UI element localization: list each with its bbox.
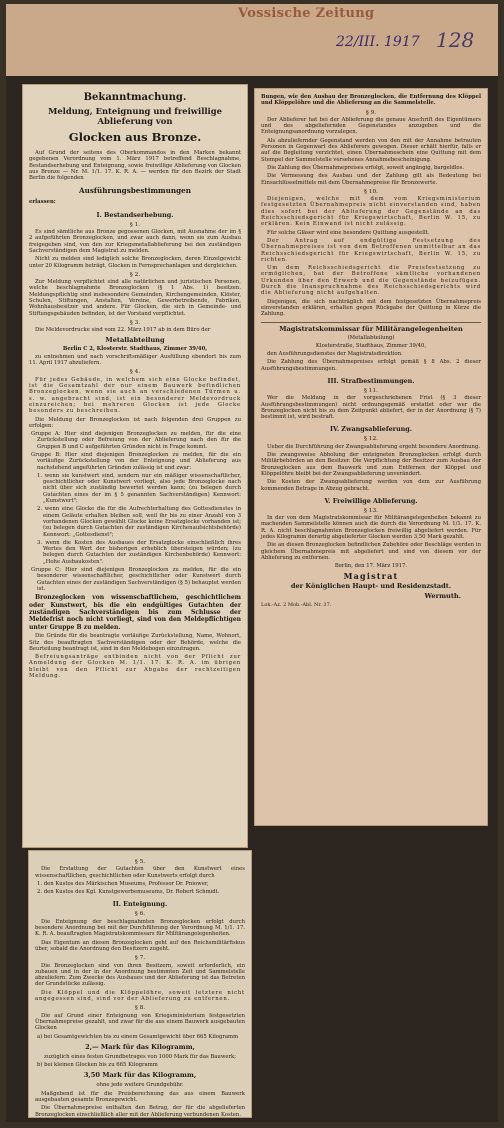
paragraph: Maßgebend ist für die Preisberechnung das aus einem Bauwerk ausgebauten gesamte Bronzegewicht. — [35, 1090, 245, 1104]
expert-item: 2. den Kustos des Kgl. Kunstgewerbemuseums, Dr. Robert Schmidt. — [37, 889, 220, 896]
para-number: § 9. — [365, 109, 377, 116]
section-III-heading: III. Strafbestimmungen. — [327, 376, 415, 385]
price-line: 2,— Mark für das Kilogramm, — [85, 1042, 195, 1051]
paragraph: Als abzuliefernder Gegenstand werden von den mit der Annahme betrauten Personen in Gegenwart des Ablieferers gewogen. Dieser erhält hierfür, falls er auf die Begleitung verzichtet, einen Übernahmeschein eine Quittung mit dem Stempel der Sammelstelle versehenes Annahmebescheinigung. — [261, 137, 481, 163]
paragraph: Die an diesen Bronzeglocken befindlichen Zubehöre oder Beschläge werden in gleichem Übernahmepreis mit abgeliefert und sind von diesem vor der Ablieferung zu entfernen. — [261, 542, 481, 561]
paragraph: den Ausführungsdienstes der Magistratsdirektion. — [267, 351, 403, 358]
group-b: Gruppe B: Hier sind diejenigen Bronzeglocken zu melden, für die ein vorläufige Zurückstellung von der Enteignung und Ablieferung aus nachstehend angeführten Gründen zulässig ist und zwar: — [31, 451, 241, 471]
paragraph: Der Antrag auf endgültige Festsetzung des Übernahmepreises ist von dem Betroffenen unmittelbar an das Reichsschiedsgericht für Kriegswirtschaft, Berlin W. 15, zu richten. — [261, 237, 481, 263]
paragraph: Die Meldevordrucke sind vom 22. März 1917 ab in dem Büro der — [35, 327, 211, 334]
paragraph: Um dem Reichsschiedsgericht die Preisfestsetzung zu ermöglichen, hat der Betroffene sämtliche vorhandenen Urkunden über den Erwerb und die Gegenstände beizufügen. Durch die Inanspruchnahme des Reichsschiedsgerichts wird die Ablieferung nicht aufgehalten. — [261, 265, 481, 297]
handwritten-date: 22/III. 1917 — [336, 34, 420, 50]
paragraph: Die Vermessung des Ausbau und der Zahlung gilt als Bedeutung bei Einsachlüsselmittels mit dem Übernahmepreise für Bronzewerte. — [261, 173, 481, 186]
place-date: Berlin, den 17. März 1917. — [334, 563, 408, 570]
handwritten-number: 128 — [436, 28, 475, 52]
paragraph: Diejenigen, die sich nachträglich mit dem festgesetzten Übernahmepreis einverstanden erklären, erhalten gegen Rückgabe der Quittung in Kürze die Zahlung. — [261, 298, 481, 318]
para-number: § 7. — [134, 955, 146, 962]
paragraph: Die Zahlung des Übernahmepreises erfolgt gemäß § 8 Abs. 2 dieser Ausführungsbestimmungen. — [261, 359, 481, 372]
paragraph: Es sind sämtliche aus Bronze gegossenen Glocken, mit Ausnahme der im § 2 aufgeführten Bronzeglocken, und zwar auch dann, wenn sie zum Ausbau freigegeben sind, von den zur Kriegsmetallablieferung bei den zuständigen Sachverständigen dem Magistrat zu melden. — [29, 229, 241, 254]
section-I-heading: I. Bestandserhebung. — [96, 210, 174, 219]
signature-magistrat: Magistrat — [343, 570, 399, 581]
para-number: § 5. — [134, 859, 146, 865]
paragraph: Die Übernahmepreise enthalten den Betrag, der für die abgelieferten Bronzeglocken einschließlich aller mit der Ablieferung verbundenen Kosten. — [35, 1105, 245, 1118]
para-number: § 3. — [129, 319, 141, 326]
expert-item: 1. den Kustos des Märkischen Museums, Professor Dr. Pniower, — [37, 880, 209, 887]
paragraph: zu entnehmen und nach vorschriftsmäßiger Ausfüllung ebendort bis zum 11. April 1917 abzuliefern. — [29, 353, 241, 367]
office-heading: Magistratskommissar für Militärangelegenheiten — [261, 322, 481, 333]
office-name: Metallabteilung — [105, 335, 165, 344]
paragraph: Für jedes Gebäude, in welchem sich eine Glocke befindet, ist die Gesamtzahl der nur einem Bauwerk befindlichen Bronzeglocken, wenn sie auch an verschiedenen Türmen u. s. w. angebracht sind, ist ein besonderer Meldevordruck einzureichen; bei mehreren Glocken ist jede Glocke besonders zu beschreiben. — [29, 376, 241, 415]
section-IV-heading: IV. Zwangsablieferung. — [330, 425, 412, 434]
paragraph: Die Klöppel und die Klöppelöhre, soweit letztere nicht angegossen sind, sind vor der Ablieferung zu entfernen. — [35, 989, 245, 1003]
paragraph: Wer die Meldung in der vorgeschriebenen Frist (§ 3 dieser Ausführungsbestimmungen) nicht ordnungsgemäß erstattet oder wer die Bronzeglocken nicht bis zu dem Zeitpunkt abliefert, der in der Anordnung (§ 7) bestimmt ist, wird bestraft. — [261, 395, 481, 421]
paragraph: Die Enteignung der beschlagnahmten Bronzeglocken erfolgt durch besondere Anordnung bei mit der Durchführung der Verordnung M. 1/1. 17. K. R. A. beauftragten Magistratskommissars für Militärangelegenheiten. — [35, 918, 245, 938]
price-item: b) bei kleinen Glocken bis zu 665 Kilogramm — [37, 1062, 158, 1069]
paragraph: Die Gründe für die beantragte vorläufige Zurückstellung, Name, Wohnort, Sitz des beauftragten Sachverständigen oder der Behörde, welche die Beurteilung beantragt ist, sind in den Meldebogen einzutragen. — [29, 633, 241, 652]
erlassen-label: erlassen: — [29, 199, 56, 206]
paragraph: Der Ablieferer hat bei der Ablieferung die genaue Anschrift des Eigentümers und des abgeliefernden Gegenstandes anzugeben und die Enteignungsanordnung vorzulegen. — [261, 116, 481, 136]
price-item: a) bei Gesamtgewichten bis zu einem Gesamtgewicht über 665 Kilogramm — [37, 1033, 239, 1040]
office-address: Klosterstraße, Stadthaus, Zimmer 39/40, — [315, 342, 427, 349]
paragraph: Die Bronzeglocken sind von ihren Besitzern, soweit erforderlich, ein zubauen und in der in der Anordnung bestimmten Zeit und Sammelstelle abzuliefern. Zum Zwecke des Ausbaues und der Ablieferung ist das Betreten der Grundstücke zulässig. — [35, 962, 245, 988]
group-a: Gruppe A: Hier sind diejenigen Bronzeglocken zu melden, für die eine Zurückstellung oder Befreiung von der Ablieferung nach den für die Gruppen B und C aufgeführten Gründen nicht in Frage kommt. — [31, 431, 241, 450]
right-clipping — [254, 88, 488, 826]
office-address: Berlin C 2, Klosterstr. Stadthaus, Zimmer 39/40, — [62, 345, 208, 352]
paragraph: Zur Meldung verpflichtet sind alle natürlichen und juristischen Personen, welche beschlagnahmte Bronzeglocken (§ 1 Abs. 1) besitzen. Meldungspflichtig sind insbesondere Gemeinden, Kirchengemeinden, Klöster, Schulen, Stiftungen, Anstalten, Vereine, Gewerbetreibende, Fabriken, Wohnhausbesitzer und andere. Für Glocken, die sich in Gemeinde- und Stiftungsgebäuden befinden, ist der Vorstand verpflichtet. — [29, 279, 241, 317]
para-number: § 2. — [129, 271, 141, 278]
paragraph: Die Zahlung des Übernahmepreises erfolgt, soweit angängig, bargeldlos. — [267, 164, 465, 171]
group-b-item: 1. wenn sie kunstwert sind, sondern nur ein mäßiger wissenschaftlicher, geschichtlicher oder Kunstwert vorliegt, also jede Bronzeglocke nach nicht über sich zuständig bewertet werden kann; (zu belegen durch Gutachten eines der im § 5 genannten Sachverständigen) Kennwort: „Kunstwert"; — [37, 472, 241, 505]
para-number: § 10. — [364, 188, 378, 195]
newspaper-name: Vossische Zeitung — [238, 6, 375, 21]
left-clipping — [22, 84, 248, 848]
paragraph: Befreiungsanträge entbinden nicht von der Pflicht zur Anmeldung der Glocken M. 1/1. 17. K. R. A. im übrigen bleibt von den Pflicht zur Abgabe der rechtzeitigen Meldung. — [29, 654, 241, 680]
paragraph: In der von dem Magistratskommissar für Militärangelegenheiten bekannt zu machenden Sammelstelle können auch die durch die Verordnung M. 1/1. 17. K. R. A. nicht beschlagnahmten Bronzeglocken freiwillig abgeliefert werden. Für jedes Kilogramm derartig abgelieferter Glocken werden 3,50 Mark gezahlt. — [261, 515, 481, 541]
notice-title: Bekanntmachung. — [83, 92, 187, 103]
signature-name: Wermuth. — [424, 591, 461, 600]
paragraph: Diejenigen, welche mit dem vom Kriegsministerium festgesetzten Übernahmepreis nicht einverstanden sind, haben dies sofort bei der Ablieferung der Gegenstände an das Reichsschiedsgericht für Kriegswirtschaft, Berlin W. 15, zu erklären. Kein Einwand ist nicht zulässig. — [261, 196, 481, 228]
paragraph: Die auf Grund einer Enteignung von Kriegsministerium festgesetzten Übernahmepreise gezahlt, und zwar für die aus einem Bauwerk ausgebauten Glocken — [35, 1012, 245, 1032]
paragraph: Die Kosten der Zwangsablieferung werden von dem zur Ausführung kommenden Betrage in Abzug gebracht. — [261, 479, 481, 492]
signature-city: der Königlichen Haupt- und Residenzstadt. — [290, 581, 452, 590]
group-b-item: 2. wenn eine Glocke die für die Aufrechterhaltung des Gottesdienstes in einem Geläute erhalten bleiben soll, weil ihr bis zu einer Anzahl von 3 vorhandenen Glocken gewählt Glocke keine Ersatzglocke vorhanden ist; (zu belegen durch Gutachten der zuständigen Kirchenaufsichtsbehörde) Kennwort: „Gottesdienst"; — [37, 506, 241, 538]
bold-rule: Bronzeglocken von wissenschaftlichem, geschichtlichem oder Kunstwert, bis die ein endgültiges Gutachten der zuständigen Sachverständigen bis zum Schlusse der Meldefrist noch nicht vorliegt, sind von den Meldepflichtigen unter Gruppe B zu melden. — [29, 594, 241, 631]
paragraph: Bungen, wie den Ausbau der Bronzeglocken, die Entfernung des Klöppel und Klöppelöhre und die Ablieferung an die Sammelstelle. — [261, 94, 481, 107]
para-number: § 6. — [134, 911, 146, 918]
para-number: § 4. — [129, 369, 141, 376]
intro-paragraph: Auf Grund der seitens des Oberkommandos in den Marken bekannt gegebenen Verordnung vom 1. März 1917 betreffend Beschlagnahme, Bestandserhebung und Enteignung, sowie freiwillige Ablieferung von Glocken aus Bronze — Nr. M. 1/1. 17. K. R. A. — werden für den Bezirk der Stadt Berlin die folgenden — [29, 150, 241, 182]
paragraph: Für solche Gläser wird eine besondere Quittung ausgestellt. — [267, 229, 430, 236]
para-number: § 12. — [364, 436, 378, 443]
paragraph: Das Eigentum an diesen Bronzeglocken geht auf den Reichsmilitärfiskus über, sobald die Anordnung den Besitzern zugeht. — [35, 939, 245, 952]
paragraph: Die Erstattung der Gutachten über den Kunstwert eines wissenschaftlichen, geschichtlichen oder Kunstwerts erfolgt durch — [35, 866, 245, 879]
para-number: § 11. — [364, 387, 378, 394]
office-sub: (Metallabteilung) — [347, 334, 395, 341]
paragraph: Die Meldung der Bronzeglocken ist nach folgenden drei Gruppen zu erfolgen: — [29, 416, 241, 429]
notice-main-title: Glocken aus Bronze. — [68, 130, 202, 144]
notice-subtitle: Meldung, Enteignung und freiwillige Ablieferung von — [48, 106, 222, 126]
price-note: zuzüglich eines festen Grundbetrages von 1000 Mark für das Bauwerk; — [43, 1053, 237, 1060]
para-number: § 13. — [364, 507, 378, 514]
paragraph: Die zwangsweise Abholung der enteigneten Bronzeglocken erfolgt durch Militärbehörden an den Besitzer. Die Verpflichtung der Besitzer zum Ausbau der Bronzeglocken aus dem Bauwerk und zum Entfernen der Klöppel und Klöppelöhre bleibt bei der Zwangsablieferung unverändert. — [261, 452, 481, 477]
section-V-heading: V. Freiwillige Ablieferung. — [324, 496, 418, 505]
price-line: 3,50 Mark für das Kilogramm, — [83, 1071, 197, 1080]
bottom-clipping — [28, 850, 252, 1118]
paragraph: Ueber die Durchführung der Zwangsablieferung ergeht besondere Anordnung. — [267, 443, 481, 450]
price-note: ohne jede weitere Grundgebühr. — [96, 1082, 184, 1089]
section-II-heading: II. Enteignung. — [112, 900, 168, 909]
paragraph: Nicht zu melden sind lediglich solche Bronzeglocken, deren Einzelgewicht unter 20 Kilogramm beträgt, Glocken in Fernsprechanlagen und dergleichen. — [29, 256, 241, 269]
group-b-item: 3. wenn die Kosten des Ausbaues der Ersatzglocke einschließlich ihres Wertes den Wert der bisherigen erheblich übersteigen würden; (zu belegen durch Gutachten der zuständigen Kirchenbehörde) Kennwort: „Hohe Ausbaukosten". — [37, 539, 241, 565]
exec-heading: Ausführungsbestimmungen — [79, 186, 191, 196]
group-c: Gruppe C: Hier sind diejenigen Bronzeglocken zu melden, für die ein besonderer wissenschaftlicher, geschichtlicher oder Kunstwert durch Gutachten eines der zuständigen Sachverständigen (§ 5) behauptet werden ist. — [31, 567, 241, 592]
para-number: § 1. — [129, 221, 141, 228]
footer-note: Lok.-Az. 2 Mob.-Abl. Nr. 37. — [261, 601, 332, 608]
para-number: § 8. — [134, 1005, 146, 1012]
